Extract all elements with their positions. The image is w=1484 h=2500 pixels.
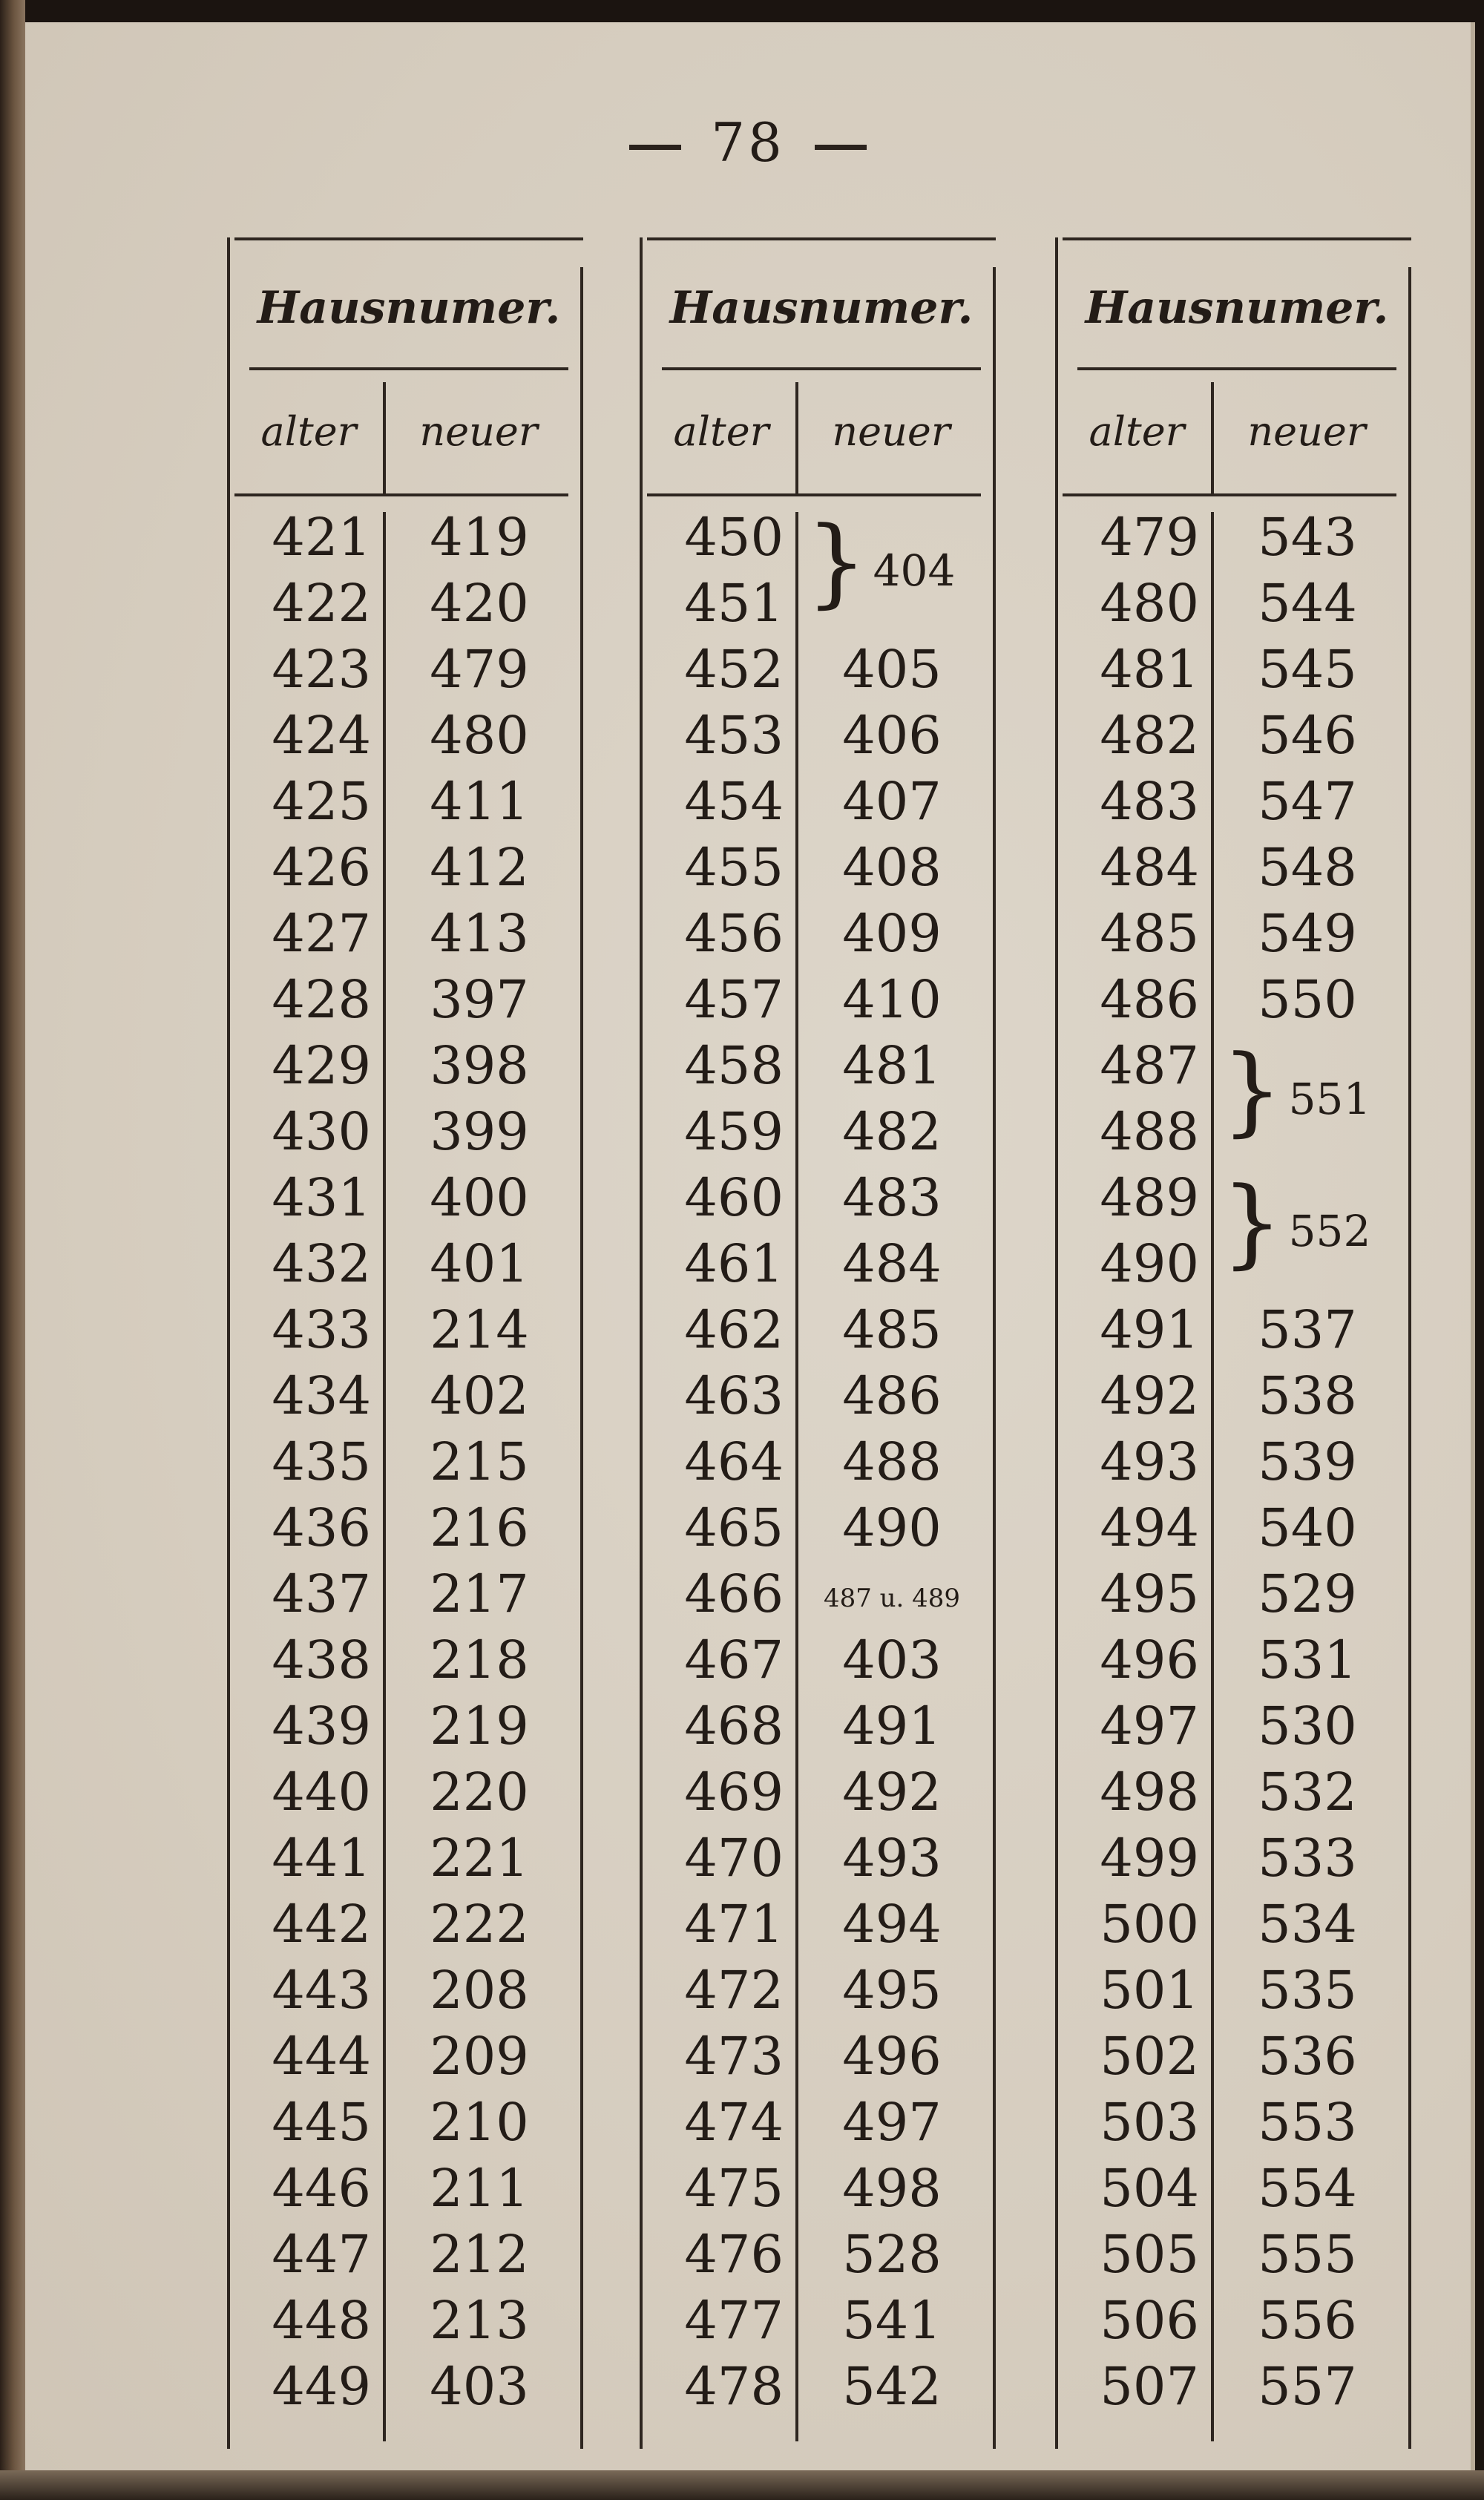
table-row	[1063, 2024, 1411, 2090]
title-underline	[662, 367, 981, 370]
old-number: 450	[684, 507, 784, 568]
old-number: 484	[1100, 837, 1199, 898]
table-row	[234, 571, 583, 637]
house-number-table-3	[1063, 237, 1411, 2449]
table-title: Hausnumer.	[257, 282, 561, 334]
old-number: 425	[272, 771, 371, 832]
old-number: 477	[684, 2290, 784, 2351]
old-number: 443	[272, 1960, 371, 2021]
table-row	[234, 637, 583, 703]
table-row	[647, 1759, 996, 1825]
old-number: 421	[272, 507, 371, 568]
old-number: 429	[272, 1035, 371, 1096]
new-number: 482	[842, 1101, 942, 1162]
table-row	[234, 2024, 583, 2090]
new-number: 532	[1258, 1762, 1357, 1822]
new-number: 557	[1258, 2356, 1357, 2417]
table-row	[647, 1958, 996, 2024]
table-row	[647, 967, 996, 1033]
table-row	[1063, 2156, 1411, 2222]
old-number: 483	[1100, 771, 1199, 832]
table-row	[647, 703, 996, 769]
header-underline	[1063, 493, 1396, 496]
old-number: 456	[684, 903, 784, 964]
table-row	[1063, 2090, 1411, 2156]
old-number: 487	[1100, 1035, 1199, 1096]
new-number: 481	[842, 1035, 942, 1096]
table-row	[234, 1495, 583, 1561]
house-number-table-2	[647, 237, 996, 2449]
new-number: 547	[1258, 771, 1357, 832]
new-number-small: 487 u. 489	[823, 1584, 961, 1613]
new-number: 219	[430, 1696, 529, 1756]
old-number: 437	[272, 1564, 371, 1624]
new-number: 403	[842, 1630, 942, 1690]
table-row	[234, 1231, 583, 1297]
book-page	[25, 22, 1475, 2471]
new-number: 493	[842, 1828, 942, 1889]
new-number: 535	[1258, 1960, 1357, 2021]
new-number: 549	[1258, 903, 1357, 964]
old-number: 467	[684, 1630, 784, 1690]
header-old: alter	[260, 408, 357, 455]
old-number: 442	[272, 1894, 371, 1955]
new-number: 420	[430, 573, 529, 634]
table-row	[647, 1495, 996, 1561]
table-title: Hausnumer.	[669, 282, 974, 334]
old-number: 459	[684, 1101, 784, 1162]
old-number: 471	[684, 1894, 784, 1955]
new-number: 529	[1258, 1564, 1357, 1624]
old-number: 424	[272, 705, 371, 766]
table-row	[234, 1561, 583, 1627]
old-number: 461	[684, 1233, 784, 1294]
new-number: 546	[1258, 705, 1357, 766]
new-number: 553	[1258, 2092, 1357, 2153]
new-number: 485	[842, 1299, 942, 1360]
table-row	[647, 901, 996, 967]
old-number: 497	[1100, 1696, 1199, 1756]
old-number: 452	[684, 639, 784, 700]
new-number: 399	[430, 1101, 529, 1162]
old-number: 474	[684, 2092, 784, 2153]
grouping-brace: }	[806, 505, 867, 618]
old-number: 457	[684, 969, 784, 1030]
table-row	[234, 1825, 583, 1892]
old-number: 426	[272, 837, 371, 898]
old-number: 496	[1100, 1630, 1199, 1690]
old-number: 499	[1100, 1828, 1199, 1889]
table-row	[234, 1627, 583, 1693]
new-number: 498	[842, 2158, 942, 2219]
table-row	[1063, 1759, 1411, 1825]
table-row	[1063, 1958, 1411, 2024]
new-number: 413	[430, 903, 529, 964]
old-number: 448	[272, 2290, 371, 2351]
new-number: 530	[1258, 1696, 1357, 1756]
new-number: 538	[1258, 1365, 1357, 1426]
new-number: 533	[1258, 1828, 1357, 1889]
new-number: 551	[1288, 1073, 1371, 1124]
old-number: 440	[272, 1762, 371, 1822]
new-number: 480	[430, 705, 529, 766]
new-number: 544	[1258, 573, 1357, 634]
old-number: 444	[272, 2026, 371, 2087]
table-row	[647, 2354, 996, 2420]
new-number	[803, 1561, 981, 1627]
old-number: 473	[684, 2026, 784, 2087]
table-row	[647, 769, 996, 835]
new-number: 548	[1258, 837, 1357, 898]
table-left-border	[227, 237, 230, 2449]
old-number: 503	[1100, 2092, 1199, 2153]
new-number: 215	[430, 1431, 529, 1492]
header-new: neuer	[1247, 408, 1366, 455]
old-number: 439	[272, 1696, 371, 1756]
new-number: 406	[842, 705, 942, 766]
new-number: 495	[842, 1960, 942, 2021]
table-row	[1063, 769, 1411, 835]
page-number-line	[25, 111, 1471, 174]
new-number: 496	[842, 2026, 942, 2087]
new-number: 534	[1258, 1894, 1357, 1955]
new-number: 411	[430, 771, 529, 832]
table-row	[647, 637, 996, 703]
new-number: 212	[430, 2224, 529, 2285]
table-row	[1063, 2288, 1411, 2354]
old-number: 446	[272, 2158, 371, 2219]
old-number: 447	[272, 2224, 371, 2285]
old-number: 495	[1100, 1564, 1199, 1624]
table-row	[234, 2090, 583, 2156]
old-number: 455	[684, 837, 784, 898]
new-number: 213	[430, 2290, 529, 2351]
new-number: 401	[430, 1233, 529, 1294]
new-number: 208	[430, 1960, 529, 2021]
table-row	[647, 1231, 996, 1297]
table-title: Hausnumer.	[1085, 282, 1389, 334]
old-number: 492	[1100, 1365, 1199, 1426]
table-row	[647, 1363, 996, 1429]
table-row	[1063, 1693, 1411, 1759]
old-number: 507	[1100, 2356, 1199, 2417]
old-number: 453	[684, 705, 784, 766]
table-row	[647, 1561, 996, 1627]
new-number: 541	[842, 2290, 942, 2351]
new-number: 497	[842, 2092, 942, 2153]
table-row	[1063, 1495, 1411, 1561]
new-number: 545	[1258, 639, 1357, 700]
table-row	[647, 835, 996, 901]
table-row	[234, 769, 583, 835]
new-number: 539	[1258, 1431, 1357, 1492]
table-row	[234, 901, 583, 967]
new-number: 555	[1258, 2224, 1357, 2285]
header-underline	[647, 493, 981, 496]
old-number: 480	[1100, 573, 1199, 634]
old-number: 460	[684, 1167, 784, 1228]
table-row	[234, 1759, 583, 1825]
old-number: 482	[1100, 705, 1199, 766]
right-dash	[815, 145, 867, 150]
old-number: 472	[684, 1960, 784, 2021]
old-number: 485	[1100, 903, 1199, 964]
left-dash	[629, 145, 681, 150]
table-row	[1063, 2354, 1411, 2420]
new-number: 217	[430, 1564, 529, 1624]
old-number: 463	[684, 1365, 784, 1426]
new-number: 407	[842, 771, 942, 832]
new-number: 543	[1258, 507, 1357, 568]
table-row	[1063, 1429, 1411, 1495]
page-number: 78	[711, 111, 785, 174]
header-new: neuer	[419, 408, 538, 455]
new-number: 397	[430, 969, 529, 1030]
new-number: 552	[1288, 1205, 1371, 1256]
old-number: 476	[684, 2224, 784, 2285]
old-number: 498	[1100, 1762, 1199, 1822]
table-row	[234, 835, 583, 901]
header-underline	[234, 493, 568, 496]
old-number: 491	[1100, 1299, 1199, 1360]
table-row	[234, 2354, 583, 2420]
header-old: alter	[1089, 408, 1185, 455]
new-number: 211	[430, 2158, 529, 2219]
old-number: 475	[684, 2158, 784, 2219]
old-number: 494	[1100, 1497, 1199, 1558]
table-row	[647, 2288, 996, 2354]
table-row	[647, 1693, 996, 1759]
table-row	[234, 1363, 583, 1429]
house-number-table-1	[234, 237, 583, 2449]
table-row	[647, 2156, 996, 2222]
table-row	[1063, 1892, 1411, 1958]
old-number: 466	[684, 1564, 784, 1624]
table-row	[234, 703, 583, 769]
old-number: 500	[1100, 1894, 1199, 1955]
table-row	[647, 1297, 996, 1363]
old-number: 436	[272, 1497, 371, 1558]
table-top-rule	[647, 237, 996, 240]
old-number: 458	[684, 1035, 784, 1096]
table-row	[1063, 901, 1411, 967]
table-row	[1063, 1231, 1411, 1297]
new-number: 218	[430, 1630, 529, 1690]
old-number: 427	[272, 903, 371, 964]
new-number: 216	[430, 1497, 529, 1558]
new-number: 491	[842, 1696, 942, 1756]
table-row	[647, 1892, 996, 1958]
table-left-border	[640, 237, 643, 2449]
table-row	[647, 1429, 996, 1495]
new-number: 419	[430, 507, 529, 568]
table-top-rule	[234, 237, 583, 240]
table-row	[234, 1297, 583, 1363]
new-number: 222	[430, 1894, 529, 1955]
old-number: 451	[684, 573, 784, 634]
new-number: 492	[842, 1762, 942, 1822]
old-number: 502	[1100, 2026, 1199, 2087]
new-number: 479	[430, 639, 529, 700]
table-row	[1063, 1627, 1411, 1693]
old-number: 469	[684, 1762, 784, 1822]
new-number: 400	[430, 1167, 529, 1228]
old-number: 434	[272, 1365, 371, 1426]
new-number: 536	[1258, 2026, 1357, 2087]
table-row	[234, 1165, 583, 1231]
old-number: 488	[1100, 1101, 1199, 1162]
old-number: 428	[272, 969, 371, 1030]
table-row	[1063, 1297, 1411, 1363]
old-number: 489	[1100, 1167, 1199, 1228]
new-number: 403	[430, 2356, 529, 2417]
old-number: 431	[272, 1167, 371, 1228]
old-number: 433	[272, 1299, 371, 1360]
table-row	[234, 1429, 583, 1495]
new-number: 221	[430, 1828, 529, 1889]
header-new: neuer	[832, 408, 951, 455]
old-number: 470	[684, 1828, 784, 1889]
table-row	[647, 2090, 996, 2156]
new-number: 490	[842, 1497, 942, 1558]
new-number: 410	[842, 969, 942, 1030]
table-left-border	[1055, 237, 1058, 2449]
table-row	[1063, 571, 1411, 637]
table-row	[234, 1099, 583, 1165]
table-row	[1063, 1099, 1411, 1165]
new-number: 209	[430, 2026, 529, 2087]
table-row	[1063, 1363, 1411, 1429]
new-number: 214	[430, 1299, 529, 1360]
new-number: 550	[1258, 969, 1357, 1030]
new-number: 412	[430, 837, 529, 898]
table-row	[647, 1825, 996, 1892]
table-row	[234, 2156, 583, 2222]
new-number: 405	[842, 639, 942, 700]
table-row	[1063, 1825, 1411, 1892]
new-number: 554	[1258, 2158, 1357, 2219]
table-row	[234, 967, 583, 1033]
new-number: 488	[842, 1431, 942, 1492]
new-number: 402	[430, 1365, 529, 1426]
old-number: 464	[684, 1431, 784, 1492]
table-row	[234, 505, 583, 571]
grouping-brace: }	[1221, 1166, 1283, 1279]
new-number: 483	[842, 1167, 942, 1228]
old-number: 468	[684, 1696, 784, 1756]
old-number: 479	[1100, 507, 1199, 568]
table-row	[647, 1099, 996, 1165]
grouping-brace: }	[1221, 1034, 1283, 1146]
table-row	[1063, 2222, 1411, 2288]
old-number: 462	[684, 1299, 784, 1360]
header-old: alter	[673, 408, 769, 455]
table-row	[234, 2288, 583, 2354]
old-number: 490	[1100, 1233, 1199, 1294]
table-row	[1063, 967, 1411, 1033]
new-number: 531	[1258, 1630, 1357, 1690]
old-number: 454	[684, 771, 784, 832]
table-row	[234, 1958, 583, 2024]
new-number: 494	[842, 1894, 942, 1955]
old-number: 445	[272, 2092, 371, 2153]
old-number: 430	[272, 1101, 371, 1162]
old-number: 441	[272, 1828, 371, 1889]
old-number: 506	[1100, 2290, 1199, 2351]
book-binding	[0, 0, 25, 2500]
table-row	[1063, 835, 1411, 901]
old-number: 478	[684, 2356, 784, 2417]
old-number: 423	[272, 639, 371, 700]
title-underline	[249, 367, 568, 370]
old-number: 435	[272, 1431, 371, 1492]
new-number: 528	[842, 2224, 942, 2285]
table-row	[647, 1165, 996, 1231]
table-row	[234, 1892, 583, 1958]
new-number: 486	[842, 1365, 942, 1426]
table-row	[234, 1033, 583, 1099]
table-row	[647, 571, 996, 637]
title-underline	[1077, 367, 1396, 370]
table-row	[1063, 637, 1411, 703]
new-number: 556	[1258, 2290, 1357, 2351]
table-row	[234, 1693, 583, 1759]
table-row	[1063, 505, 1411, 571]
old-number: 504	[1100, 2158, 1199, 2219]
table-row	[647, 2222, 996, 2288]
new-number: 542	[842, 2356, 942, 2417]
table-top-rule	[1063, 237, 1411, 240]
page-bottom-edge	[0, 2470, 1484, 2500]
old-number: 493	[1100, 1431, 1199, 1492]
table-row	[647, 1627, 996, 1693]
old-number: 486	[1100, 969, 1199, 1030]
old-number: 481	[1100, 639, 1199, 700]
old-number: 438	[272, 1630, 371, 1690]
old-number: 422	[272, 573, 371, 634]
old-number: 432	[272, 1233, 371, 1294]
new-number: 409	[842, 903, 942, 964]
new-number: 484	[842, 1233, 942, 1294]
old-number: 449	[272, 2356, 371, 2417]
table-row	[1063, 1561, 1411, 1627]
old-number: 465	[684, 1497, 784, 1558]
new-number: 398	[430, 1035, 529, 1096]
new-number: 404	[873, 545, 956, 596]
table-row	[234, 2222, 583, 2288]
new-number: 540	[1258, 1497, 1357, 1558]
old-number: 505	[1100, 2224, 1199, 2285]
old-number: 501	[1100, 1960, 1199, 2021]
new-number: 537	[1258, 1299, 1357, 1360]
new-number: 210	[430, 2092, 529, 2153]
new-number: 220	[430, 1762, 529, 1822]
table-row	[647, 1033, 996, 1099]
table-row	[647, 2024, 996, 2090]
new-number: 408	[842, 837, 942, 898]
table-row	[1063, 703, 1411, 769]
